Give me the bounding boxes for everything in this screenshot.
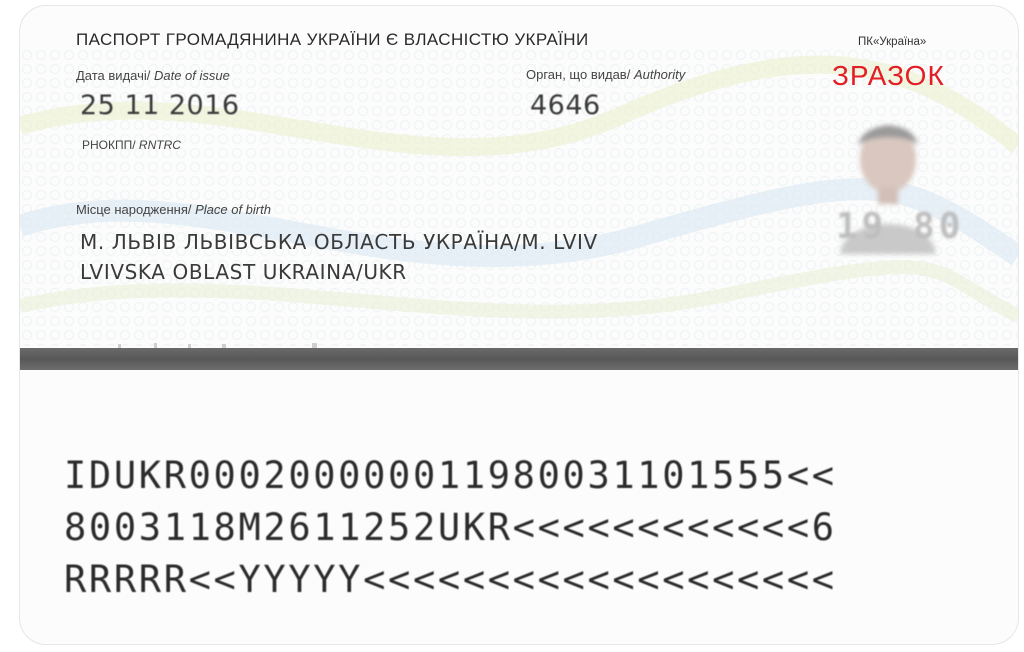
issue-date-value: 25 11 2016 <box>80 90 240 121</box>
security-stripe <box>20 348 1018 370</box>
authority-label-en: Authority <box>633 67 686 82</box>
authority-label-uk: Орган, що видав/ <box>526 67 634 82</box>
rnokpp-label-en: RNTRC <box>138 138 181 152</box>
birthplace-label-en: Place of birth <box>195 202 271 217</box>
birthplace-label <box>76 202 271 217</box>
authority-label <box>526 67 685 82</box>
issuer-small-text: ПК«Україна» <box>858 36 927 48</box>
ghost-birth-year: 19 80 <box>836 206 965 247</box>
issue-date-label-en: Date of issue <box>153 68 230 83</box>
issue-date-label-uk: Дата видачі/ <box>76 68 154 83</box>
id-card-back <box>20 6 1018 644</box>
mrz-line-3: RRRRR<<YYYYY<<<<<<<<<<<<<<<<<<< <box>64 558 837 601</box>
birthplace-line-2: LVIVSKA OBLAST UKRAINA/UKR <box>80 260 407 284</box>
authority-value: 4646 <box>530 90 601 121</box>
issue-date-label <box>76 68 230 83</box>
document-title: ПАСПОРТ ГРОМАДЯНИНА УКРАЇНИ Є ВЛАСНІСТЮ УКРАЇНИ <box>76 30 589 49</box>
rnokpp-label <box>82 138 181 152</box>
birthplace-line-1: М. ЛЬВІВ ЛЬВІВСЬКА ОБЛАСТЬ УКРАЇНА/M. LVIV <box>80 230 598 254</box>
sample-stamp: ЗРАЗОК <box>832 60 945 91</box>
mrz-line-2: 8003118M2611252UKR<<<<<<<<<<<<6 <box>64 506 837 549</box>
mrz-line-1: IDUKR000200000011980031101555<< <box>64 454 837 497</box>
birthplace-label-uk: Місце народження/ <box>76 202 196 217</box>
rnokpp-label-uk: РНОКПП/ <box>82 138 139 152</box>
